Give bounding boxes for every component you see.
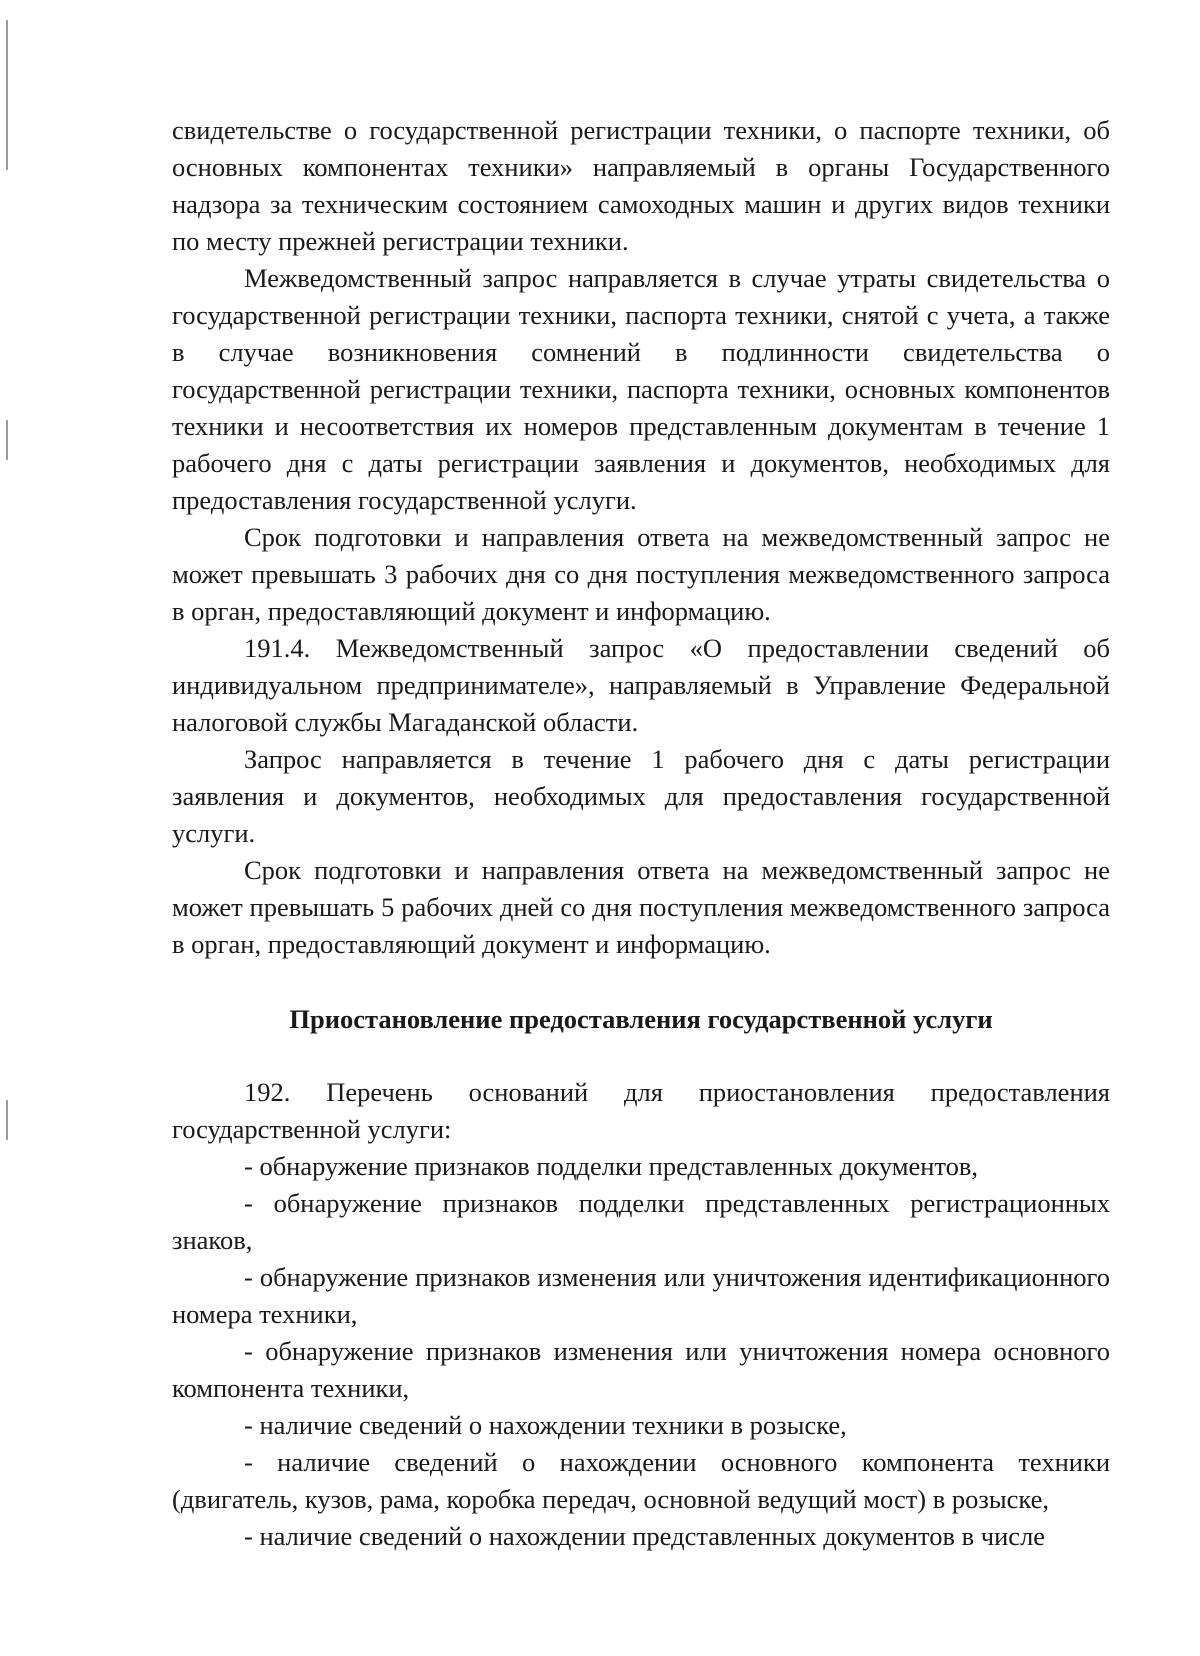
list-item: - обнаружение признаков подделки представленных документов, xyxy=(244,1151,979,1181)
list-item: - обнаружение признаков изменения или уничтожения идентификационного номера техники, xyxy=(172,1262,1110,1329)
paragraph-clause-191-4: 191.4. Межведомственный запрос «О предоставлении сведений об индивидуальном предпринимателе», направляемый в Управление Федеральной налоговой службы Магаданской области. xyxy=(172,633,1110,737)
paragraph-interagency-request: Межведомственный запрос направляется в случае утраты свидетельства о государственной регистрации техники, паспорта техники, снятой с учета, а также в случае возникновения сомнений в подлинности свидетельства о государственной регистрации техники, паспорта техники, основных компонентов техники и несоответствия их номеров представленным документам в течение 1 рабочего дня с даты регистрации заявления и документов, необходимых для предоставления государственной услуги. xyxy=(172,263,1110,515)
list-item: - наличие сведений о нахождении представленных документов в числе xyxy=(244,1521,1046,1551)
paragraph-response-deadline: Срок подготовки и направления ответа на межведомственный запрос не может превышать 3 рабочих дня со дня поступления межведомственного запроса в орган, предоставляющий документ и информацию. xyxy=(172,522,1110,626)
paragraph-continuation: свидетельстве о государственной регистрации техники, о паспорте техники, об основных компонентах техники» направляемый в органы Государственного надзора за техническим состоянием самоходных машин и других видов техники по месту прежней регистрации техники. xyxy=(172,115,1110,256)
scan-edge-mark xyxy=(6,420,8,460)
list-item: - обнаружение признаков подделки представленных регистрационных знаков, xyxy=(172,1188,1110,1255)
document-body xyxy=(172,112,1110,1555)
paragraph-clause-192: 192. Перечень оснований для приостановления предоставления государственной услуги: xyxy=(172,1077,1110,1144)
paragraph-request-timing: Запрос направляется в течение 1 рабочего дня с даты регистрации заявления и документов, необходимых для предоставления государственной услуги. xyxy=(172,744,1110,848)
paragraph-response-deadline-2: Срок подготовки и направления ответа на межведомственный запрос не может превышать 5 рабочих дней со дня поступления межведомственного запроса в орган, предоставляющий документ и информацию. xyxy=(172,855,1110,959)
list-item: - обнаружение признаков изменения или уничтожения номера основного компонента техники, xyxy=(172,1336,1110,1403)
list-item: - наличие сведений о нахождении техники в розыске, xyxy=(244,1410,847,1440)
list-item: - наличие сведений о нахождении основного компонента техники (двигатель, кузов, рама, коробка передач, основной ведущий мост) в розыске, xyxy=(172,1447,1110,1514)
scan-edge-mark xyxy=(6,20,8,170)
scan-edge-mark xyxy=(6,1100,8,1140)
section-heading: Приостановление предоставления государственной услуги xyxy=(289,1004,993,1034)
